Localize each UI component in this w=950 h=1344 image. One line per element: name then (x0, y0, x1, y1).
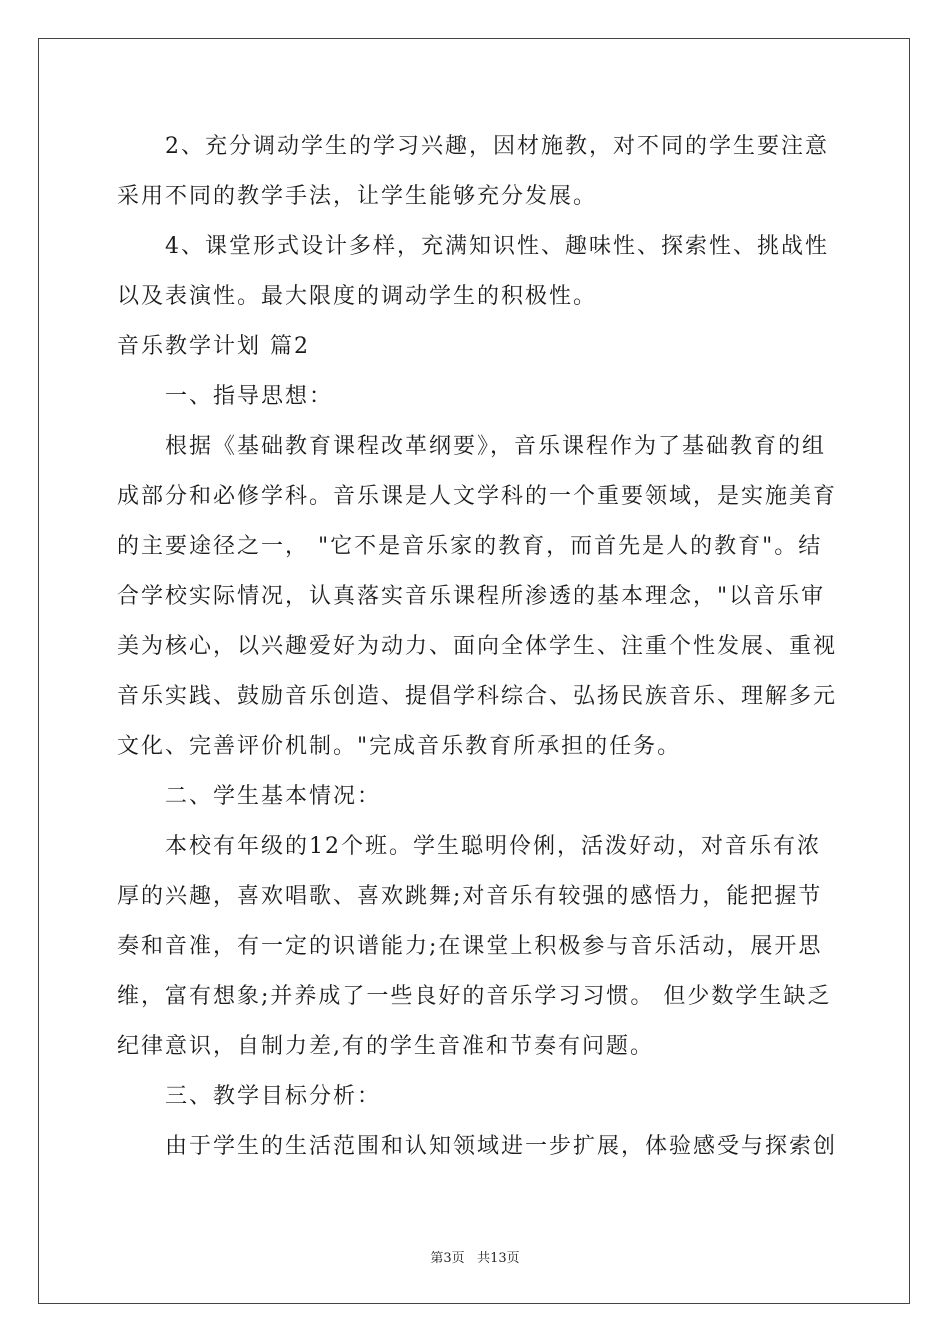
document-body (117, 122, 838, 1172)
text-line: 根据《基础教育课程改革纲要》，音乐课程作为了基础教育的组 (165, 434, 827, 459)
page-footer (0, 1247, 950, 1266)
text-line: 2、充分调动学生的学习兴趣，因材施教，对不同的学生要注意 (165, 134, 829, 159)
paragraph (117, 1122, 838, 1172)
text-line: 维，富有想象;并养成了一些良好的音乐学习习惯。 但少数学生缺乏 (117, 984, 832, 1009)
page-number: 第3页 (430, 1251, 465, 1266)
text-line: 美为核心，以兴趣爱好为动力、面向全体学生、注重个性发展、重视 (117, 634, 838, 659)
paragraph (117, 422, 838, 772)
text-line: 奏和音准，有一定的识谱能力;在课堂上积极参与音乐活动，展开思 (117, 934, 823, 959)
subheading (117, 772, 833, 822)
text-line: 以及表演性。最大限度的调动学生的积极性。 (117, 284, 598, 309)
section-title (117, 322, 833, 372)
text-line: 二、学生基本情况： (165, 784, 382, 809)
subheading (117, 1072, 833, 1122)
text-line: 文化、完善评价机制。"完成音乐教育所承担的任务。 (117, 734, 682, 759)
text-line: 成部分和必修学科。音乐课是人文学科的一个重要领域，是实施美育 (117, 484, 838, 509)
paragraph (117, 222, 833, 322)
text-line: 由于学生的生活范围和认知领域进一步扩展，体验感受与探索创 (165, 1134, 838, 1159)
text-line: 三、教学目标分析： (165, 1084, 382, 1109)
page-total: 共13页 (477, 1251, 520, 1266)
paragraph (117, 822, 833, 1072)
text-line: 的主要途径之一， "它不是音乐家的教育，而首先是人的教育"。结 (117, 534, 823, 559)
subheading (117, 372, 833, 422)
text-line: 厚的兴趣，喜欢唱歌、喜欢跳舞;对音乐有较强的感悟力，能把握节 (117, 884, 823, 909)
text-line: 音乐实践、鼓励音乐创造、提倡学科综合、弘扬民族音乐、理解多元 (117, 684, 838, 709)
text-line: 一、指导思想： (165, 384, 334, 409)
paragraph (117, 122, 833, 222)
text-line: 音乐教学计划 篇2 (117, 334, 310, 359)
text-line: 4、课堂形式设计多样，充满知识性、趣味性、探索性、挑战性 (165, 234, 829, 259)
text-line: 采用不同的教学手法，让学生能够充分发展。 (117, 184, 598, 209)
text-line: 本校有年级的12个班。学生聪明伶俐，活泼好动，对音乐有浓 (165, 834, 821, 859)
text-line: 合学校实际情况，认真落实音乐课程所渗透的基本理念，"以音乐审 (117, 584, 826, 609)
text-line: 纪律意识，自制力差,有的学生音准和节奏有问题。 (117, 1034, 654, 1059)
